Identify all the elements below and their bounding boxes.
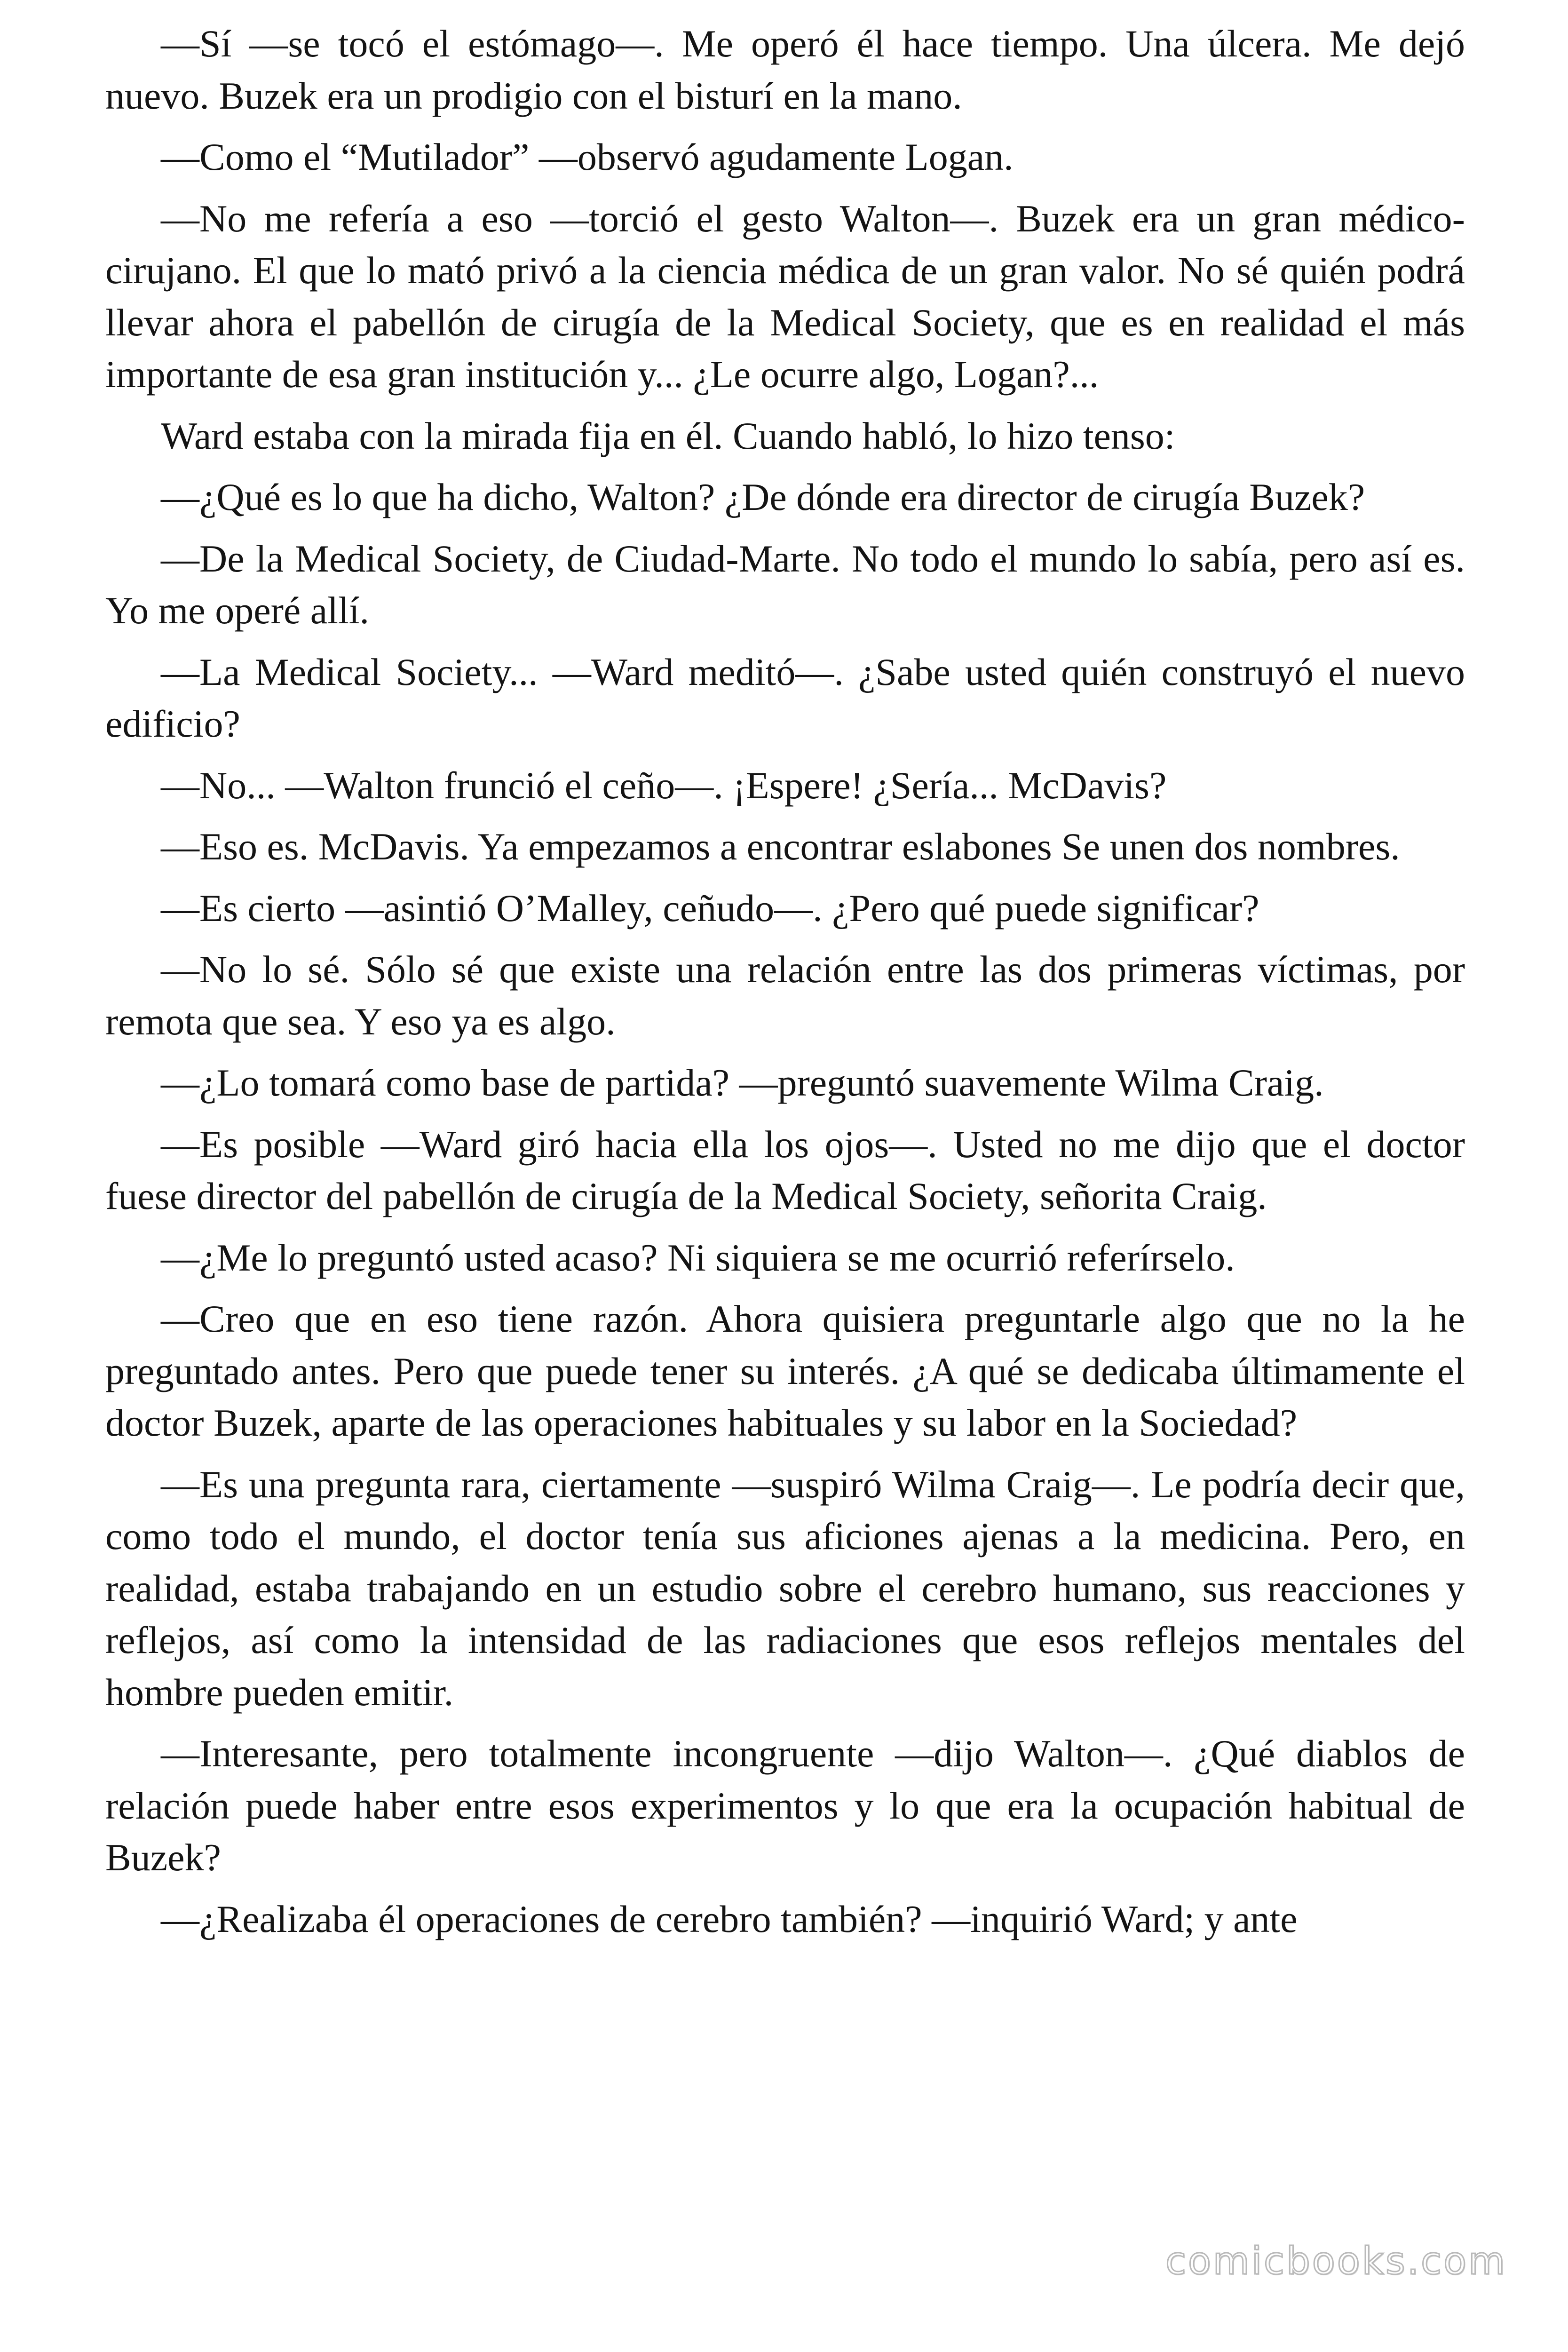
paragraph: —¿Realizaba él operaciones de cerebro también? —inquirió Ward; y ante (161, 1897, 1298, 1940)
paragraph: —¿Me lo preguntó usted acaso? Ni siquiera se me ocurrió referírselo. (161, 1236, 1235, 1279)
paragraph: —¿Lo tomará como base de partida? —preguntó suavemente Wilma Craig. (161, 1061, 1324, 1104)
paragraph: Ward estaba con la mirada fija en él. Cuando habló, lo hizo tenso: (161, 414, 1175, 457)
paragraph: —Como el “Mutilador” —observó agudamente Logan. (161, 135, 1014, 178)
text-column (105, 18, 1465, 1955)
watermark: comicbooks.com (1165, 2239, 1507, 2283)
paragraph: —Es posible —Ward giró hacia ella los ojos—. Usted no me dijo que el doctor fuese director del pabellón de cirugía de la Medical Society, señorita Craig. (105, 1122, 1465, 1217)
paragraph: —Interesante, pero totalmente incongruente —dijo Walton—. ¿Qué diablos de relación puede haber entre esos experimentos y lo que era la ocupación habitual de Buzek? (105, 1732, 1465, 1879)
paragraph: —No me refería a eso —torció el gesto Walton—. Buzek era un gran médico-cirujano. El que lo mató privó a la ciencia médica de un gran valor. No sé quién podrá llevar ahora el pabellón de cirugía de la Medical Society, que es en realidad el más importante de esa gran institución y... ¿Le ocurre algo, Logan?... (105, 197, 1465, 396)
paragraph: —No... —Walton frunció el ceño—. ¡Espere! ¿Sería... McDavis? (161, 763, 1167, 807)
paragraph: —Es una pregunta rara, ciertamente —suspiró Wilma Craig—. Le podría decir que, como todo el mundo, el doctor tenía sus aficiones ajenas a la medicina. Pero, en realidad, estaba trabajando en un estudio sobre el cerebro humano, sus reacciones y reflejos, así como la intensidad de las radiaciones que esos reflejos mentales del hombre pueden emitir. (105, 1462, 1465, 1714)
paragraph: —Creo que en eso tiene razón. Ahora quisiera preguntarle algo que no la he preguntado antes. Pero que puede tener su interés. ¿A qué se dedicaba últimamente el doctor Buzek, aparte de las operaciones habituales y su labor en la Sociedad? (105, 1297, 1465, 1444)
paragraph: —No lo sé. Sólo sé que existe una relación entre las dos primeras víctimas, por remota que sea. Y eso ya es algo. (105, 948, 1465, 1043)
paragraph: —La Medical Society... —Ward meditó—. ¿Sabe usted quién construyó el nuevo edificio? (105, 650, 1465, 745)
paragraph: —Eso es. McDavis. Ya empezamos a encontrar eslabones Se unen dos nombres. (161, 825, 1400, 868)
paragraph: —¿Qué es lo que ha dicho, Walton? ¿De dónde era director de cirugía Buzek? (161, 476, 1365, 518)
paragraph: —Es cierto —asintió O’Malley, ceñudo—. ¿Pero qué puede significar? (161, 886, 1259, 930)
paragraph: —De la Medical Society, de Ciudad-Marte. No todo el mundo lo sabía, pero así es. Yo me operé allí. (105, 537, 1465, 632)
paragraph: —Sí —se tocó el estómago—. Me operó él hace tiempo. Una úlcera. Me dejó nuevo. Buzek era un prodigio con el bisturí en la mano. (105, 22, 1465, 117)
